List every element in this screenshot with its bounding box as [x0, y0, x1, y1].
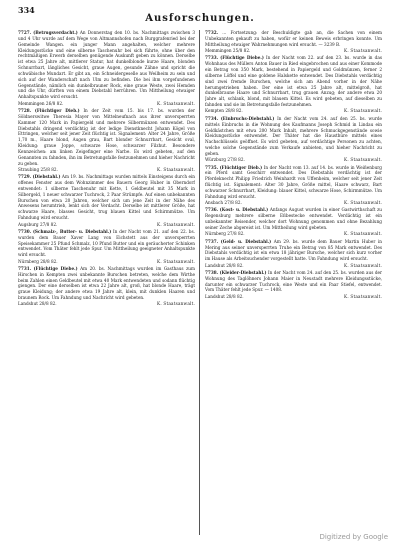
signature-authority: K. Staatsanwalt.	[344, 262, 382, 268]
entry-number: 7730.	[18, 228, 32, 234]
entry-number: 7731.	[18, 265, 32, 271]
entry-text: In der Zeit vom 15. bis 17. bs. wurden der Söldnerswitwe Theresia Mayer von Mittelneufnach aus ihrer unversperrten Kammer 120 Mark in Papiergeld und mehrere Silbermünzen entwendet. Des Diebstahls dringend verdächtig ist der ledige Dienstknecht Johann Kögel von Ettringen, welcher seit jener Zeit flüchtig ist. Signalement: Alter 24 Jahre, Größe 1,70 m., Haare blond, Augen grau, Bart blonder Schnurrbart, Gesicht oval, Kleidung: graue Joppe, schwarze Hose, schwarzer Filzhut. Besondere Kennzeichen: am linken Zeigefinger eine Narbe. Es wird gebeten, auf den Genannten zu fahnden, ihn im Betretungsfalle festzunehmen und hieher Nachricht zu geben.	[18, 107, 195, 166]
entry-signature	[18, 167, 195, 173]
signature-place-date: Kempten 28/8 82.	[205, 108, 243, 114]
entry-heading: (Betrugsverdacht.)	[33, 30, 78, 35]
signature-place-date: Memmingen 25/8 82.	[205, 48, 251, 54]
signature-place-date: Nürnberg 27/8 82.	[205, 231, 245, 237]
entry-text: In der Nacht vom 24. auf den 25. bs. wurde mittels Einbruchs in die Wohnung des Kaufmanns Joseph Schmid in Lindau ein Geldkästchen mit etwa 200 Mark Inhalt, mehrere Schmuckgegenstände sowie Kleidungsstücke entwendet. Der Thäter hat die Hausthüre mittels eines Nachschlüssels geöffnet. Es wird gebeten, auf verdächtige Personen zu achten, welche solche Gegenstände zum Verkaufe anbieten, und hieher Nachricht zu geben.	[205, 115, 382, 156]
notice-entry	[18, 174, 195, 227]
entry-heading: (Flüchtige Diebe.)	[220, 55, 264, 61]
entry-heading: (Einbruchs-Diebstahl.)	[220, 115, 275, 121]
signature-authority: K. Staatsanwalt.	[344, 157, 382, 163]
signature-authority: K. Staatsanwalt.	[157, 100, 195, 106]
text-columns	[18, 30, 382, 535]
page-heading: Ausforschungen.	[145, 13, 255, 24]
signature-place-date: Augsburg 27/8 82.	[18, 221, 58, 227]
entry-heading: (Kleider-Diebstahl.)	[219, 269, 267, 275]
entry-number: 7738.	[205, 269, 219, 275]
notice-entry	[18, 108, 195, 173]
entry-signature	[205, 263, 382, 269]
page-number: 334	[18, 5, 35, 15]
signature-authority: K. Staatsanwalt.	[157, 258, 195, 264]
entry-text: … Fortsetzung: der Beschuldigte gab an, die Sachen von einem Unbekannten gekauft zu haben, wofür er keinen Beweis erbringen konnte. Um Mittheilung etwaiger Wahrnehmungen wird ersucht. — 3239 B.	[205, 30, 382, 47]
entry-heading: (Kost- u. Diebstahl.)	[219, 207, 269, 213]
signature-authority: K. Staatsanwalt.	[157, 301, 195, 307]
notice-entry	[205, 116, 382, 163]
entry-number: 7727.	[18, 30, 32, 35]
entry-number: 7729.	[18, 174, 32, 180]
signature-authority: K. Staatsanwalt.	[344, 293, 382, 299]
entry-signature	[18, 222, 195, 228]
left-column	[18, 30, 195, 535]
column-divider	[199, 30, 200, 535]
entry-signature	[205, 108, 382, 114]
signature-authority: K. Staatsanwalt.	[344, 231, 382, 237]
entry-heading: (Flüchtiger Dieb.)	[34, 107, 80, 113]
signature-authority: K. Staatsanwalt.	[344, 108, 382, 114]
entry-text: In der Nacht vom 22. auf den 23. bs. wurde in das Wohnhaus des Müllers Anton Bauer in Ried eingebrochen und aus einer Kommode ein Betrag von 350 Mark, bestehend in Papiergeld und Goldmünzen, ferner 2 silberne Löffel und eine goldene Halskette entwendet. Des Diebstahls verdächtig sind zwei fremde Burschen, welche sich am Abend vorher in der Nähe herumgetrieben haben. Der eine ist etwa 25 Jahre alt, mittelgroß, hat dunkelbraune Haare und Schnurrbart, trug grauen Anzug; der andere etwa 20 Jahre alt, schlank, blond, mit blauem Kittel. Es wird gebeten, auf dieselben zu fahnden und sie im Betretungsfalle festzunehmen.	[205, 55, 382, 108]
notice-entry	[205, 30, 382, 54]
entry-signature	[205, 48, 382, 54]
entry-signature	[18, 301, 195, 307]
signature-place-date: Nürnberg 28/8 82.	[18, 258, 58, 264]
entry-text: In der Nacht vom 24. auf den 25. bs. wurden aus der Wohnung des Taglöhners Johann Maier in Neustadt mehrere Kleidungsstücke, darunter ein schwarzer Tuchrock, eine Weste und ein Paar Stiefel, entwendet. Vom Thäter fehlt jede Spur. — 1408.	[205, 269, 382, 293]
signature-place-date: Straubing 25/8 82.	[18, 166, 58, 172]
notice-entry	[205, 270, 382, 300]
notice-entry	[18, 229, 195, 265]
entry-number: 7732.	[205, 30, 219, 35]
entry-text: Am 20. bs. Nachmittags wurden im Gasthaus zum Hirschen in Kempten zwei unbekannte Burschen betreten, welche dem Wirthe beim Zahlen einen Geldbeutel mit etwa 40 Mark entwendeten und sodann flüchtig giengen. Der eine derselben ist etwa 22 Jahre alt, groß, hat blonde Haare, trägt graue Kleidung; der andere etwa 19 Jahre alt, klein, mit dunklen Haaren und braunem Rock. Um Fahndung und Nachricht wird gebeten.	[18, 265, 195, 301]
signature-place-date: Memmingen 26/8 82.	[18, 100, 64, 106]
google-watermark: Digitized by Google	[319, 533, 388, 541]
entry-number: 7735.	[205, 164, 219, 170]
signature-place-date: Landshut 28/8 82.	[205, 262, 244, 268]
entry-heading: (Schmalz-, Butter- u. Diebstahl.)	[32, 228, 112, 234]
entry-signature	[18, 259, 195, 265]
notice-entry	[18, 30, 195, 106]
entry-number: 7733.	[205, 55, 219, 61]
notice-entry	[205, 165, 382, 206]
entry-text: Am 19. bs. Nachmittags wurden mittels Einsteigens durch ein offenes Fenster aus dem Wohnzimmer des Bauern Georg Huber in Oberndorf entwendet: 1 silberne Taschenuhr mit Kette, 1 Geldbeutel mit 35 Mark in Silbergeld, 1 neuer schwarzer Tuchrock, 2 Paar Strümpfe. Auf einen unbekannten Burschen von etwa 20 Jahren, welcher sich um jene Zeit in der Nähe des Anwesens herumtrieb, lenkt sich der Verdacht. Derselbe ist mittlerer Größe, hat schwarze Haare, blasses Gesicht, trug blauen Kittel und Schirmmütze. Um Fahndung wird ersucht.	[18, 174, 195, 221]
entry-signature	[205, 200, 382, 206]
signature-place-date: Landshut 28/8 82.	[205, 293, 244, 299]
entry-text: An Donnerstag den 10. bs. Nachmittags zwischen 3 und 4 Uhr wurde auf dem Wege von Altmannshofen nach Burggrafenried bei der Gemeinde Wangen. ein junger Mann angehalten, welcher mehrere Kleidungsstücke und eine silberne Taschenuhr bei sich führte, ohne über den rechtmäßigen Erwerb derselben genügende Auskunft geben zu können. Derselbe ist etwa 25 Jahre alt, mittlerer Statur, hat dunkelblonde kurze Haare, blonden Schnurrbart, längliches Gesicht, graue Augen, gesunde Zähne und spricht die schwäbische Mundart. Er gibt an, ein Schneidergeselle aus Weilheim zu sein und sich auf der Wanderschaft nach Ulm zu befinden. Die bei ihm vorgefundenen Gegenstände, nämlich ein dunkelbrauner Rock, eine graue Weste, zwei Hemden und die Uhr, dürften von einem Diebstahl herrühren. Um Mittheilung etwaiger Anhaltspunkte wird ersucht.	[18, 30, 195, 100]
entry-text: Anfangs August wurden in einer Gastwirthschaft zu Regensburg mehrere silberne Eßbestecke entwendet. Verdächtig ist ein unbekannter Reisender, welcher dort Wohnung genommen und ohne Bezahlung seiner Zeche abgereist ist. Um Mittheilung wird gebeten.	[205, 207, 382, 230]
entry-signature	[18, 101, 195, 107]
signature-authority: K. Staatsanwalt.	[157, 221, 195, 227]
entry-heading: (Flüchtige Diebe.)	[33, 265, 78, 271]
entry-signature	[205, 294, 382, 300]
signature-place-date: Landshut 28/8 82.	[18, 301, 57, 307]
signature-place-date: Würzburg 27/8 82.	[205, 157, 245, 163]
entry-number: 7737.	[205, 238, 219, 244]
entry-number: 7734.	[205, 115, 219, 121]
signature-authority: K. Staatsanwalt.	[344, 48, 382, 54]
entry-heading: (Geld- u. Diebstahl.)	[220, 238, 272, 244]
notice-entry	[205, 207, 382, 237]
entry-signature	[205, 157, 382, 163]
entry-text: In der Nacht vom 13. auf 14. bs. wurde in Weißenburg ein Pferd samt Geschirr entwendet. Des Diebstahls verdächtig ist der Pferdeknecht Philipp Friedrich Weinhardt von Uffenheim, welcher seit jener Zeit flüchtig ist. Signalement: Alter 30 Jahre, Größe mittel, Haare schwarz, Bart schwarzer Schnurrbart, Kleidung: blauer Kittel, schwarze Hose, Schirmmütze. Um Fahndung wird ersucht.	[205, 164, 382, 199]
entry-text: Am 29. bs. wurde dem Bauer Martin Huber in Mering aus seiner unversperrten Truhe ein Betrag von 85 Mark entwendet. Des Diebstahls verdächtig ist ein etwa 18 jähriger Bursche, welcher sich kurz vorher im Hause als Arbeitsuchender vorgestellt hatte. Um Fahndung wird ersucht.	[205, 238, 382, 262]
entry-number: 7728.	[18, 107, 32, 113]
entry-heading: (Diebstahl.)	[32, 174, 61, 180]
right-column	[205, 30, 382, 535]
notice-entry	[18, 266, 195, 307]
signature-authority: K. Staatsanwalt.	[157, 166, 195, 172]
notice-entry	[205, 55, 382, 114]
entry-signature	[205, 231, 382, 237]
notice-entry	[205, 239, 382, 269]
entry-heading: (Flüchtiger Dieb.)	[219, 164, 263, 170]
signature-place-date: Ansbach 27/8 82.	[205, 200, 242, 206]
entry-text: In der Nacht vom 21. auf den 22. bs. wurden dem Bauer Xaver Lang von Eichstett aus der unversperrten Speisekammer 25 Pfund Schmalz, 10 Pfund Butter und ein geräucherter Schinken entwendet. Vom Thäter fehlt jede Spur. Um Mittheilung geeigneter Anhaltspunkte wird ersucht.	[18, 228, 195, 258]
entry-number: 7736.	[205, 207, 219, 213]
signature-authority: K. Staatsanwalt.	[344, 200, 382, 206]
